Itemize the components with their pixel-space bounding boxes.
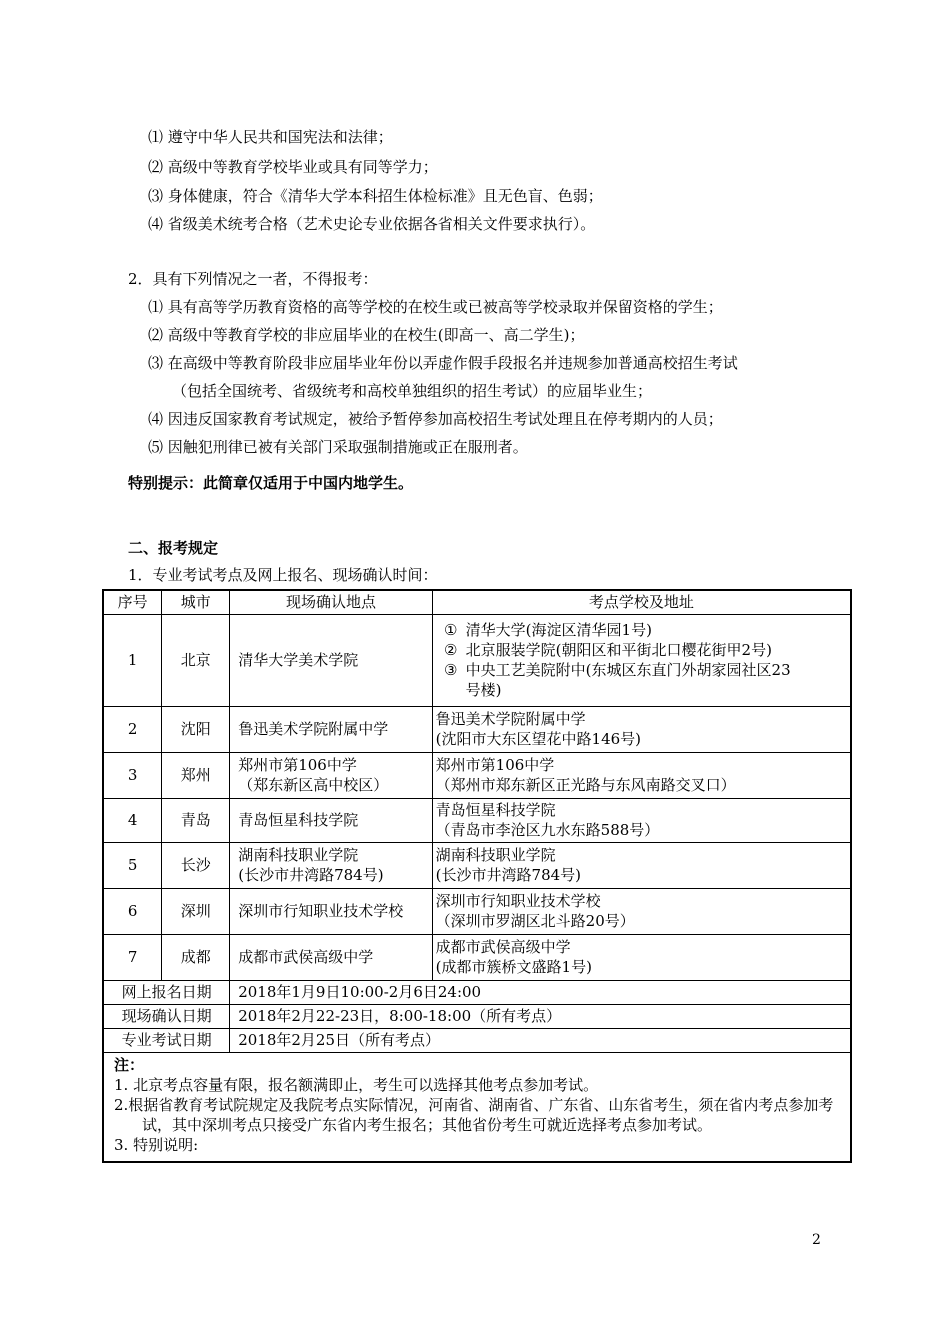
condition-item: ⑴ 遵守中华人民共和国宪法和法律； — [148, 128, 393, 146]
row-city: 长沙 — [162, 842, 230, 888]
row-no: 7 — [103, 934, 162, 980]
school-item: ① 清华大学(海淀区清华园1号) — [443, 621, 652, 639]
table-row — [103, 752, 851, 798]
exclusion-item: ⑷ 因违反国家教育考试规定，被给予暂停参加高校招生考试处理且在停考期内的人员； — [148, 410, 723, 428]
row-schools: 青岛恒星科技学院 （青岛市李沧区九水东路588号） — [432, 798, 851, 842]
exclusion-item: ⑸ 因触犯刑律已被有关部门采取强制措施或正在服刑者。 — [148, 438, 528, 456]
row-site: 郑州市第106中学 （郑东新区高中校区） — [230, 752, 432, 798]
row-city: 沈阳 — [162, 706, 230, 752]
header-school: 考点学校及地址 — [432, 590, 851, 614]
row-no: 4 — [103, 798, 162, 842]
row-no: 2 — [103, 706, 162, 752]
table-row — [103, 842, 851, 888]
row-schools: 深圳市行知职业技术学校 （深圳市罗湖区北斗路20号） — [432, 888, 851, 934]
date-label: 现场确认日期 — [103, 1004, 230, 1028]
header-site: 现场确认地点 — [230, 590, 432, 614]
date-row — [103, 1004, 851, 1028]
header-city: 城市 — [162, 590, 230, 614]
school-item: 号楼) — [465, 681, 502, 699]
exclusion-item: ⑴ 具有高等学历教育资格的高等学校的在校生或已被高等学校录取并保留资格的学生； — [148, 298, 723, 316]
note-item: 1. 北京考点容量有限，报名额满即止，考生可以选择其他考点参加考试。 — [114, 1075, 599, 1094]
row-no: 6 — [103, 888, 162, 934]
special-note: 特别提示：此简章仅适用于中国内地学生。 — [128, 474, 414, 492]
notes-cell — [103, 1052, 851, 1162]
table-row — [103, 934, 851, 980]
header-no: 序号 — [103, 590, 162, 614]
date-label: 网上报名日期 — [103, 980, 230, 1004]
row-schools: 郑州市第106中学 （郑州市郑东新区正光路与东风南路交叉口） — [432, 752, 851, 798]
row-schools: 成都市武侯高级中学 (成都市簇桥文盛路1号) — [432, 934, 851, 980]
row-city: 青岛 — [162, 798, 230, 842]
condition-item: ⑵ 高级中等教育学校毕业或具有同等学力； — [148, 158, 438, 176]
row-site: 深圳市行知职业技术学校 — [230, 888, 432, 934]
row-site: 清华大学美术学院 — [230, 614, 432, 706]
date-label: 专业考试日期 — [103, 1028, 230, 1052]
row-city: 郑州 — [162, 752, 230, 798]
section-title: 二、报考规定 — [128, 539, 219, 557]
notes-row — [103, 1052, 851, 1162]
row-site: 成都市武侯高级中学 — [230, 934, 432, 980]
date-row — [103, 1028, 851, 1052]
condition-item: ⑷ 省级美术统考合格（艺术史论专业依据各省相关文件要求执行）。 — [148, 215, 596, 233]
date-row — [103, 980, 851, 1004]
row-no: 5 — [103, 842, 162, 888]
row-schools — [432, 614, 851, 706]
notes-title: 注： — [114, 1055, 145, 1074]
date-value: 2018年2月22-23日，8:00-18:00（所有考点） — [230, 1004, 851, 1028]
table-row — [103, 888, 851, 934]
table-header-row — [103, 590, 851, 614]
exclusion-item: ⑵ 高级中等教育学校的非应届毕业的在校生(即高一、高二学生)； — [148, 326, 585, 344]
exclusion-item: ⑶ 在高级中等教育阶段非应届毕业年份以弄虚作假手段报名并违规参加普通高校招生考试 — [148, 354, 738, 372]
date-value: 2018年1月9日10:00-2月6日24:00 — [230, 980, 851, 1004]
row-site: 湖南科技职业学院 (长沙市井湾路784号) — [230, 842, 432, 888]
page-number: 2 — [812, 1232, 821, 1248]
note-item: 3. 特别说明: — [114, 1135, 199, 1154]
row-no: 1 — [103, 614, 162, 706]
exam-site-table — [102, 589, 852, 1163]
row-city: 深圳 — [162, 888, 230, 934]
section2-heading: 2．具有下列情况之一者，不得报考： — [128, 270, 378, 288]
row-schools: 湖南科技职业学院 (长沙市井湾路784号) — [432, 842, 851, 888]
row-schools: 鲁迅美术学院附属中学 (沈阳市大东区望花中路146号) — [432, 706, 851, 752]
table-row — [103, 706, 851, 752]
exclusion-item: （包括全国统考、省级统考和高校单独组织的招生考试）的应届毕业生； — [172, 382, 653, 400]
row-site: 鲁迅美术学院附属中学 — [230, 706, 432, 752]
table-row — [103, 614, 851, 706]
date-value: 2018年2月25日（所有考点） — [230, 1028, 851, 1052]
row-city: 成都 — [162, 934, 230, 980]
school-item: ③ 中央工艺美院附中(东城区东直门外胡家园社区23 — [443, 661, 791, 679]
row-no: 3 — [103, 752, 162, 798]
row-site: 青岛恒星科技学院 — [230, 798, 432, 842]
subsection-title: 1．专业考试考点及网上报名、现场确认时间： — [128, 566, 438, 584]
row-city: 北京 — [162, 614, 230, 706]
school-item: ② 北京服装学院(朝阳区和平街北口樱花街甲2号) — [443, 641, 772, 659]
table-row — [103, 798, 851, 842]
note-item: 2.根据省教育考试院规定及我院考点实际情况，河南省、湖南省、广东省、山东省考生，须在省内考点参加考试，其中深圳考点只接受广东省内考生报名；其他省份考生可就近选择考点参加考试。 — [114, 1095, 834, 1134]
condition-item: ⑶ 身体健康，符合《清华大学本科招生体检标准》且无色盲、色弱； — [148, 187, 603, 205]
